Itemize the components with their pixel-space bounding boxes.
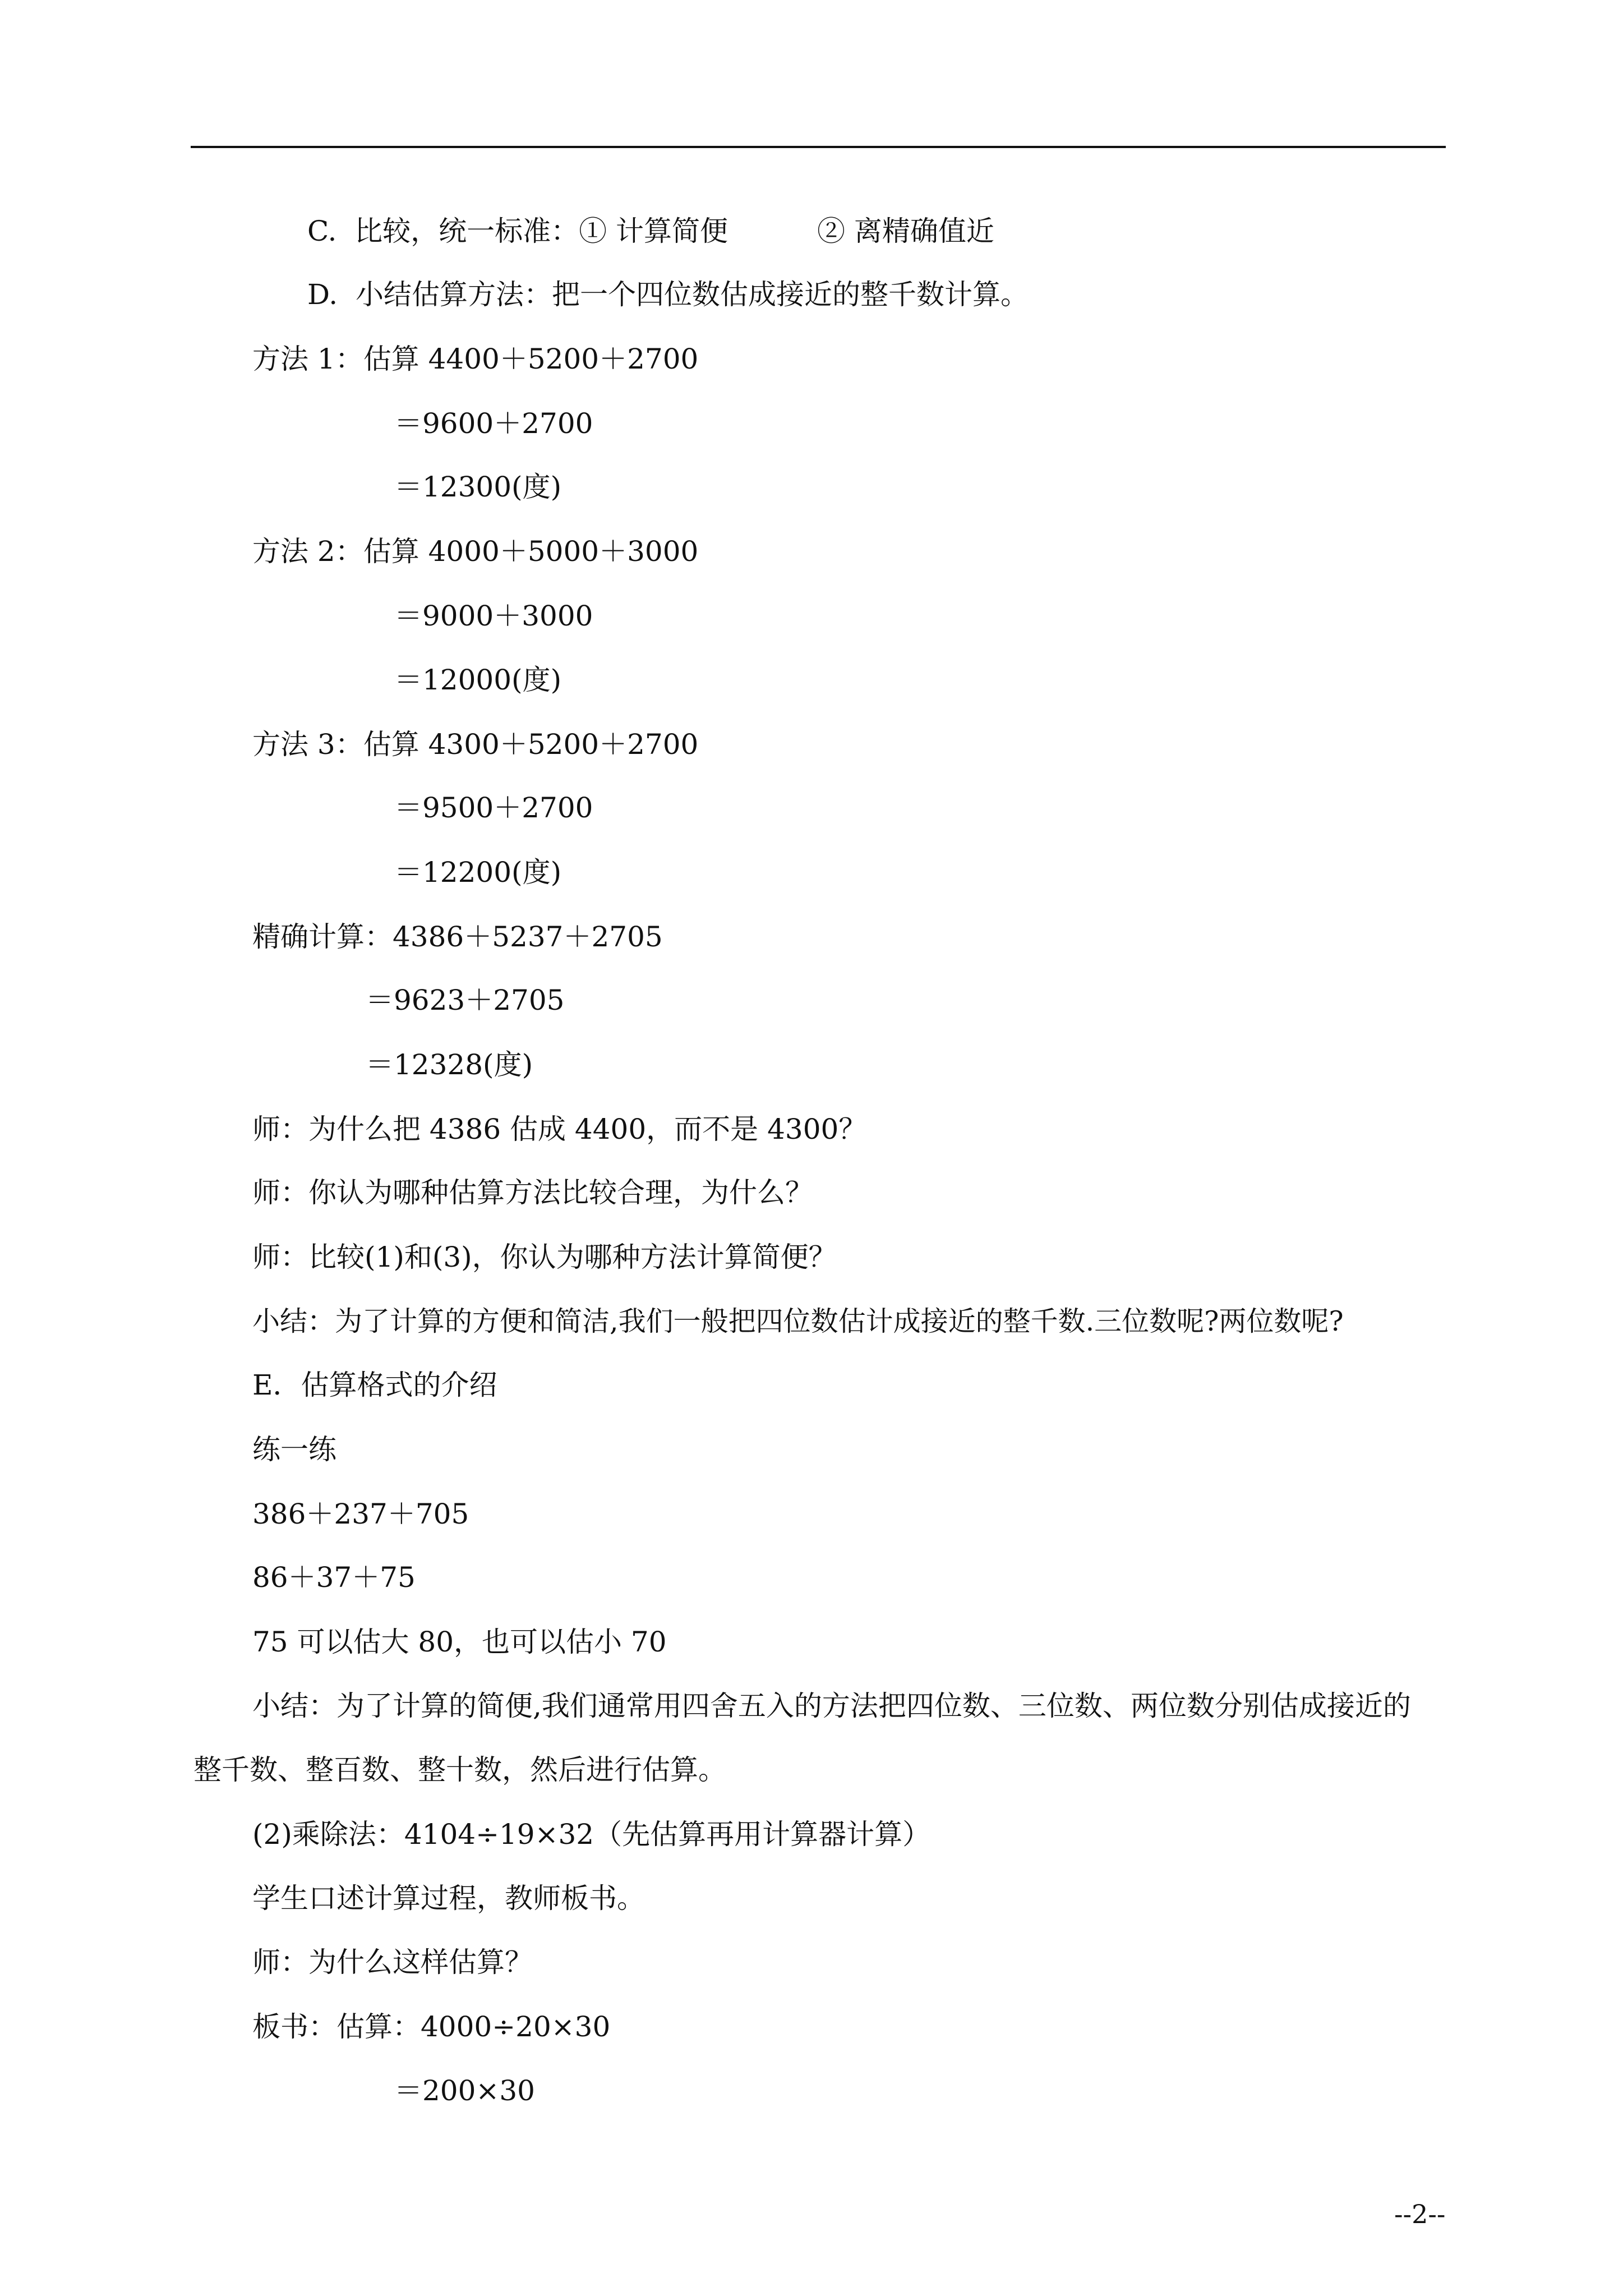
text-line: 小结：为了计算的方便和简洁,我们一般把四位数估计成接近的整千数.三位数呢?两位数呢? bbox=[252, 1305, 1344, 1337]
text-line: ＝9000＋3000 bbox=[394, 600, 593, 632]
text-line: D. 小结估算方法：把一个四位数估成接近的整千数计算。 bbox=[307, 278, 1029, 311]
text-line: ＝12000(度) bbox=[394, 664, 562, 696]
text-line: 方法 3：估算 4300＋5200＋2700 bbox=[252, 728, 699, 761]
header-rule bbox=[191, 146, 1446, 148]
text-line: (2)乘除法：4104÷19×32（先估算再用计算器计算） bbox=[252, 1818, 931, 1851]
text-line: 师：为什么这样估算？ bbox=[252, 1946, 533, 1978]
text-line: ＝12200(度) bbox=[394, 856, 562, 889]
page-number: --2-- bbox=[1394, 2199, 1446, 2229]
text-line: 75 可以估大 80，也可以估小 70 bbox=[252, 1626, 667, 1658]
text-line: 练一练 bbox=[252, 1433, 336, 1466]
text-line: 整千数、整百数、整十数，然后进行估算。 bbox=[193, 1754, 726, 1786]
text-line: 师：为什么把 4386 估成 4400，而不是 4300？ bbox=[252, 1113, 867, 1145]
text-line: ＝9623＋2705 bbox=[366, 984, 565, 1016]
text-line: 386＋237＋705 bbox=[252, 1498, 469, 1530]
text-line: 学生口述计算过程，教师板书。 bbox=[252, 1882, 645, 1915]
text-line: 精确计算：4386＋5237＋2705 bbox=[252, 921, 663, 953]
text-line: 86＋37＋75 bbox=[252, 1561, 416, 1594]
text-line: ＝12328(度) bbox=[366, 1048, 533, 1081]
text-line: ＝200×30 bbox=[394, 2074, 535, 2107]
text-line: 师：你认为哪种估算方法比较合理，为什么？ bbox=[252, 1176, 813, 1209]
text-line: ＝12300(度) bbox=[394, 471, 562, 503]
text-line: 板书：估算：4000÷20×30 bbox=[252, 2010, 611, 2043]
text-line: 师：比较(1)和(3)，你认为哪种方法计算简便？ bbox=[252, 1241, 837, 1273]
text-line: E．估算格式的介绍 bbox=[252, 1369, 497, 1401]
text-line: C. 比较，统一标准：① 计算简便 ② 离精确值近 bbox=[307, 215, 994, 247]
text-line: 小结：为了计算的简便,我们通常用四舍五入的方法把四位数、三位数、两位数分别估成接近的 bbox=[252, 1690, 1411, 1722]
text-line: 方法 1：估算 4400＋5200＋2700 bbox=[252, 343, 699, 375]
text-line: ＝9500＋2700 bbox=[394, 792, 593, 824]
text-line: ＝9600＋2700 bbox=[394, 407, 593, 440]
text-line: 方法 2：估算 4000＋5000＋3000 bbox=[252, 535, 699, 568]
